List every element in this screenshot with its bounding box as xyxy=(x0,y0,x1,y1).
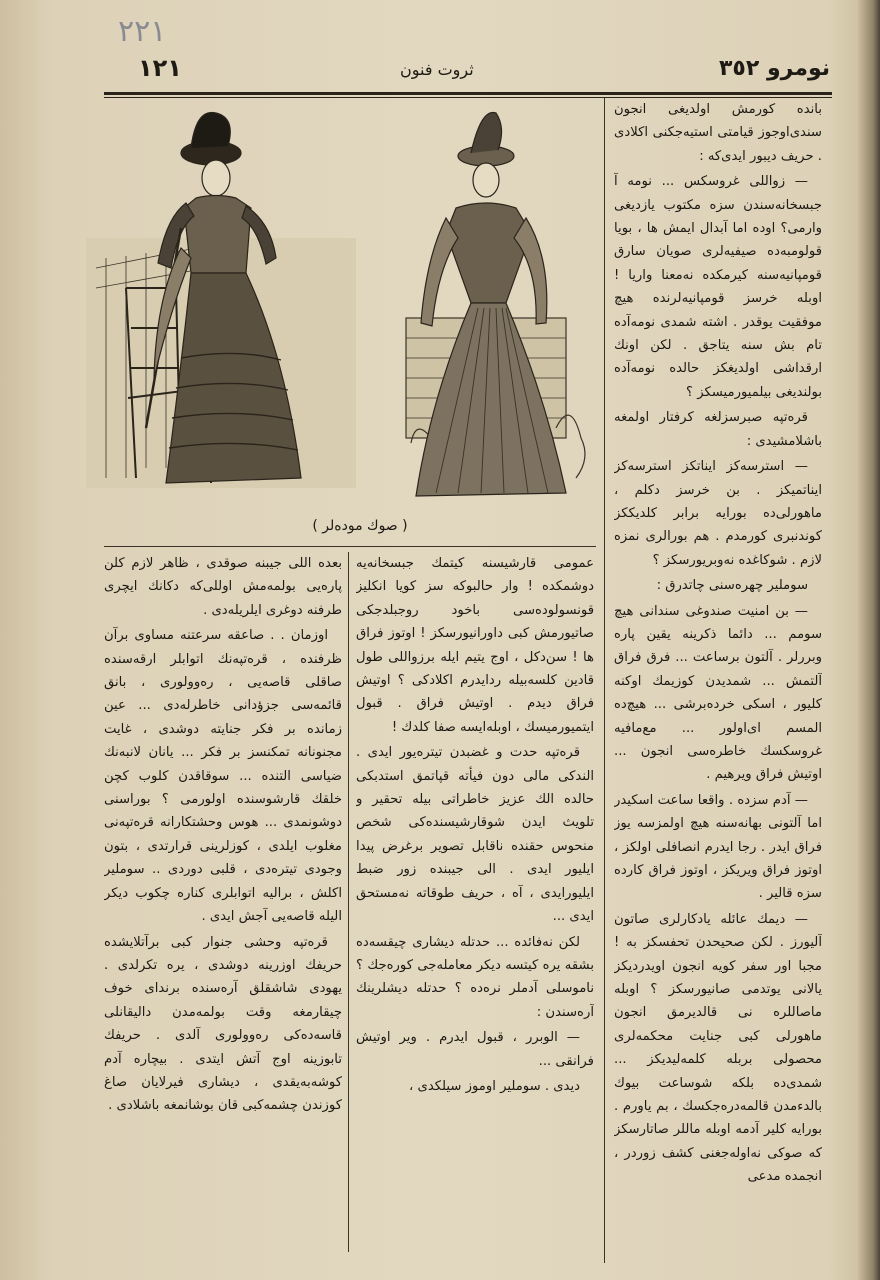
paragraph: — بن امنيت صندوغى سندانى هيچ سومم ... دائما ذكرينه يقين پاره وبررلر . آلتون برساعت ... فرق فراق آلتمش ... شمدیدن كوزيمك اوكنه كليور ، اسكى خرده‌برشى ... هيچ‌ده المسم اى‌اولور ... مع‌مافيه غروسكسك خاطره‌سى انجون ... اوتيش فراق ويرهيم . xyxy=(614,603,822,783)
paragraph: سوملير چهره‌سنى چاتدرق : xyxy=(656,578,808,594)
header-rule xyxy=(104,92,832,95)
fashion-illustration xyxy=(86,98,596,510)
book-spine xyxy=(858,0,880,1280)
illustration-caption: ( صوك موده‌لر ) xyxy=(312,518,408,534)
paragraph: لكن نه‌فائده ... حدتله ديشارى چيقسه‌ده بشقه يره كيتسه ديكر معامله‌جى كوره‌جك ؟ ناموسلى آدملر نره‌ده ؟ حدتله ديشلرينك آره‌سندن : xyxy=(356,934,594,1020)
right-fashion-figure xyxy=(406,113,585,497)
paragraph: اوزمان . . صاعقه سرعتنه مساوى برآن ظرفنده ، قره‌تپه‌نك اتوابلر ارقه‌سنده صاقلى قاصه‌يى ، رەوولورى ، بانق قائمه‌سى جزؤدانى خاطرلەدى ... عين زمانده بر فكر جنايته دوشدى ، غايت مجنونانه تمكنسز بر فكر ... يانان لانبه‌نك ضياسى التنده ... سوقاقدن كلوب كچن خلقك قارشوسنده اولورمى ؟ بوراسنى دوشونمدى ... هوس وحشتكارانه قره‌تپه‌نى مغلوب ايلدى ، كوزلرينى قرارتدى ، بتون وجودى تيتره‌دى ، قلبى دوردى .. سوملير اكلش ، براليه اتوابلرى كناره چكوب ديكر اليله قاصه‌يى آجش ايدى . xyxy=(104,628,342,925)
right-text-column xyxy=(614,98,822,1268)
issue-number: نومرو ٣٥٢ xyxy=(719,56,830,81)
page-number: ١٢١ xyxy=(138,54,182,82)
paragraph: قره‌تپه وحشى جنوار كبى برآتلايشده حريفك اوزرينه دوشدى ، يره تكرلدى . يهودى شاشقلق آره‌سنده برندای خوف چيقارمغه وقت بولمه‌مدن داليقانلى قاسه‌ده‌كى رەوولورى آلدى . حريفك تابوزينه اوج آتش ايتدى . بيچاره آدم كوشه‌به‌يقدى ، ديشارى فيرلايان صاغ كوزندن چشمه‌كبى قان بوشانمغه باشلادى . xyxy=(104,934,342,1114)
page-header xyxy=(100,52,830,92)
paragraph: بانده كورمش اولديغى انجون سندى‌اوجوز قيامتى استيه‌جكنى اكلادى . حريف ديبور ايدى‌كه : xyxy=(614,102,822,164)
paragraph: قره‌تپه صبرسزلغه كرفتار اولمغه باشلامشيدى : xyxy=(614,410,822,449)
paragraph: — الوبرر ، قبول ايدرم . وير اوتيش فرانقى ... xyxy=(356,1030,594,1069)
paragraph: — ديمك عائله يادكارلرى صاتون آليورز . لكن صحيحدن تحفسكز به ! مجبا اور سفر كويه انجون اويدرديكز يالانى يوتدمى صانيورسكز ؟ اوبله ماصاللره نى قالديرمق انجون ماهورلى كبى جنايت محكمه‌لرى محصولى بربله كلمه‌ليديكز ... شمدى‌ده بلكه شوساعت بيوك بالدءمدن قالمه‌دره‌جكسك ، بم ياورم . بورايه كلير آدمه اوبله ماللر صاتارسكز كه صوكى نه‌اوله‌جغنى كشف زوردر ، انجمده مدعى xyxy=(614,911,822,1185)
paragraph: — استرسه‌كز ايناتكز استرسه‌كز ايناتميكز . بن خرسز دكلم ، ماهورلى‌ده بورايه برابر كلديككز كوندنبرى كورمدم . هم بورالرى نمزه لازم . شوكاغده نه‌وبريورسكز ؟ xyxy=(614,459,822,568)
paragraph: قره‌تپه حدت و غضبدن تيتره‌يور ايدى . الندكى مالى دون فيأته قپاتمق استدبكى حالده الك عزيز خاطراتى بيله تحقير و تلويث ايدن شوقارشيسنده‌كى شخص منحوس حقنده ناقابل تصوير برغرض پيدا ايليور ايدى . الى جيبنده زور ضبط ايليورايدى ، آه ، حريف طوقاته نه‌مستحق ايدى ... xyxy=(356,745,594,925)
paragraph: بعده اللى جيبنه صوقدى ، ظاهر لازم كلن پاره‌يى بولمه‌مش اوللى‌كه دكانك ايچرى طرفنه دوغرى ايلريله‌دى . xyxy=(104,556,342,618)
paragraph: — زواللى غروسكس ... نومه آ جبسخانه‌سندن سزه مكتوب يازديغى وارمى؟ اوده اما آبدال ايمش ها ، بويا قولومبه‌ده صيفيه‌لرى صويان سارق قومپانيه‌سنه كيرمكده نه‌معنا واريا ! اوبله خرسز قومپانيه‌لرنده هيچ موفقيت يوقدر . اشته شمدى نومه‌آده تام بش سنه يتاجق . لكن اونك ارقداشى اولديغكز حالده نومه‌آده بولنديغى بيلميورميسكز ؟ xyxy=(614,174,822,400)
column-divider-main xyxy=(604,98,605,1263)
paragraph: عمومى قارشيسنه كيتمك جبسخانه‌يه دوشمكده ! وار حالبوكه سز كويا انكليز قونسولوده‌سى باخود روجبلدجكى صاتيورمش كبى داورانيورسكز ! اوتوز فراق ها ! سن‌دكل ، اوج يتيم ايله برزواللى طول قادين كلسه‌بيله ردايدرم اكلادكى ؟ اوتيش فراق ديدم . اوتيش فراق . قبول ايتميورميسك ، اوبله‌ايسه صفا كلدك ! xyxy=(356,556,594,735)
journal-title: ثروت فنون xyxy=(400,60,474,79)
caption-rule xyxy=(104,546,596,547)
left-text-column xyxy=(104,552,342,1268)
middle-text-column xyxy=(356,552,594,1268)
paragraph: ديدى . سوملير اوموز سيلكدى ، xyxy=(409,1078,580,1094)
left-fashion-figure xyxy=(86,112,356,488)
paragraph: — آدم سزده . واقعا ساعت اسكيدر اما آلتونى بهانه‌سنه هيچ اولمزسه يوز فراق ايدر . رجا ايدرم انصافلى اولكز ، اوتوز فراق ويريكز ، اوتوز فراق كارده سزه قالير . xyxy=(614,792,822,902)
handwritten-note: ٢٢١ xyxy=(118,14,167,49)
column-divider-lower xyxy=(348,552,349,1252)
